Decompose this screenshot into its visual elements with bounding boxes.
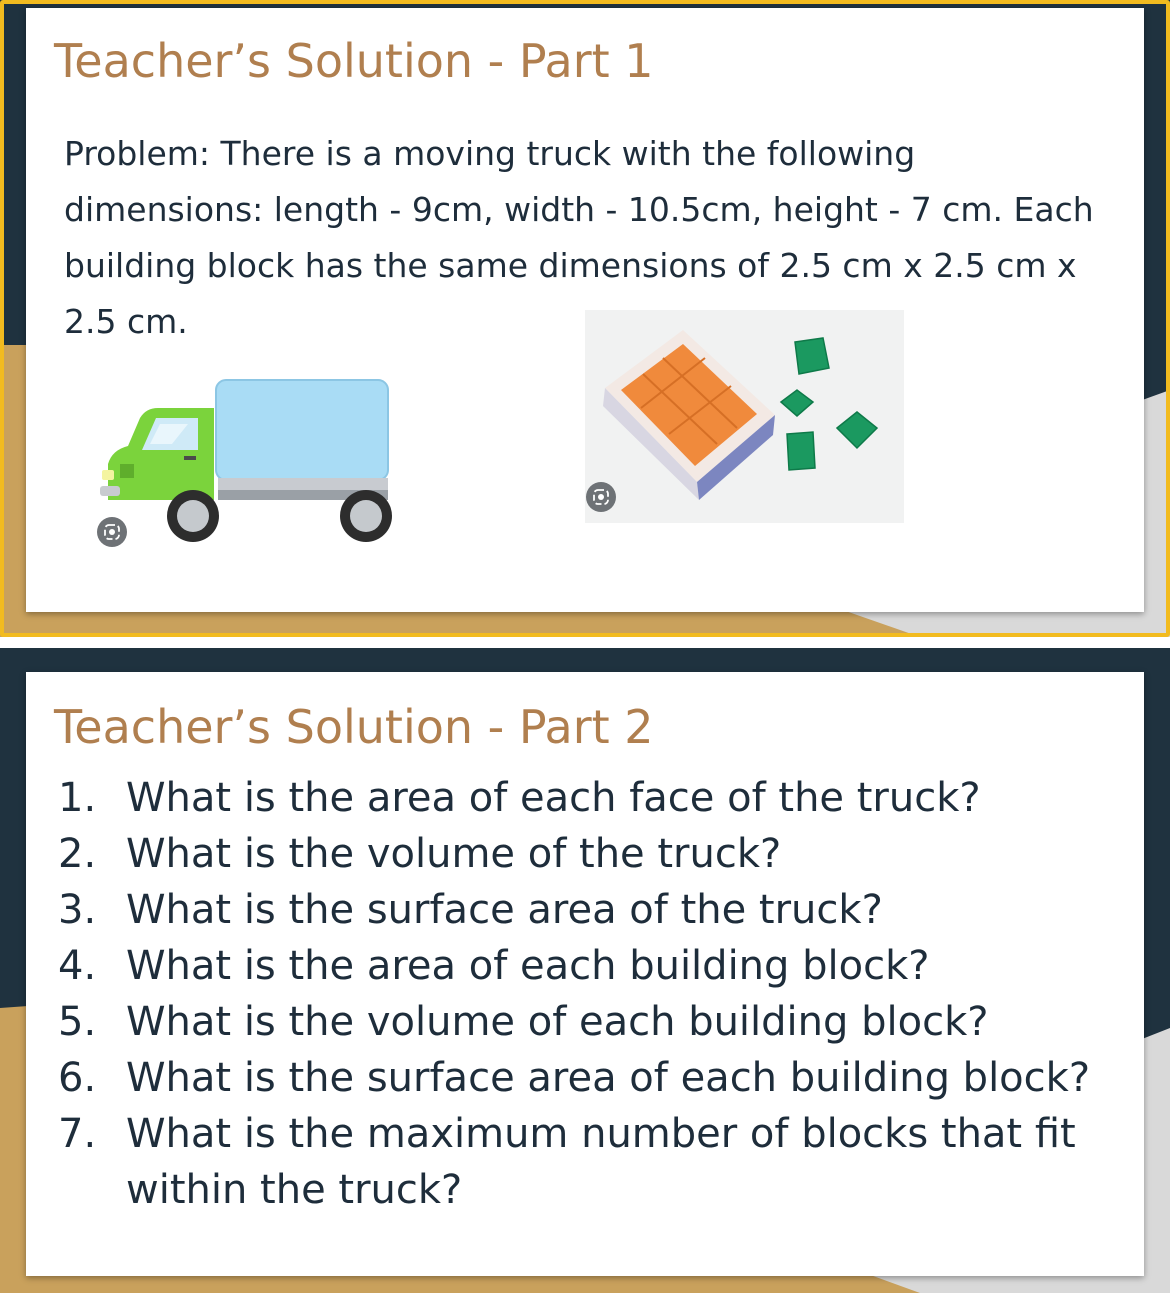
slide-1-thumbnail[interactable]	[0, 0, 1170, 637]
item-number: 1.	[58, 775, 97, 821]
truck-illustration	[98, 378, 418, 548]
blocks-photo-drawing	[585, 310, 904, 523]
item-text: What is the area of each building block?	[126, 943, 930, 989]
item-text: What is the surface area of the truck?	[126, 887, 883, 933]
lens-icon[interactable]	[97, 517, 127, 547]
item-number: 6.	[58, 1055, 97, 1101]
slide-card	[26, 8, 1144, 612]
lens-icon[interactable]	[586, 482, 616, 512]
question-list	[58, 770, 1118, 1218]
lens-icon-glyph	[592, 488, 610, 506]
item-number: 7.	[58, 1111, 97, 1157]
slide-card	[26, 672, 1144, 1276]
slide-title: Teacher’s Solution - Part 2	[54, 700, 654, 754]
item-text: What is the volume of the truck?	[126, 831, 782, 877]
list-item	[58, 994, 1118, 1050]
item-number: 2.	[58, 831, 97, 877]
item-text: What is the area of each face of the truck?	[126, 775, 981, 821]
lens-icon-glyph	[103, 523, 121, 541]
list-item	[58, 770, 1118, 826]
list-item	[58, 826, 1118, 882]
list-item	[58, 1106, 1118, 1218]
item-number: 4.	[58, 943, 97, 989]
item-text: What is the volume of each building block?	[126, 999, 989, 1045]
slide-title: Teacher’s Solution - Part 1	[54, 34, 654, 88]
blocks-in-box-photo	[585, 310, 904, 523]
list-item	[58, 938, 1118, 994]
list-item	[58, 882, 1118, 938]
item-number: 3.	[58, 887, 97, 933]
item-text: What is the surface area of each building block?	[126, 1055, 1091, 1101]
item-number: 5.	[58, 999, 97, 1045]
problem-statement: Problem: There is a moving truck with the following dimensions: length - 9cm, width - 10.5cm, height - 7 cm. Each building block has the same dimensions of 2.5 cm x 2.5 cm x 2.5 cm.	[64, 134, 1094, 341]
item-text: What is the maximum number of blocks that fit within the truck?	[126, 1111, 1076, 1213]
slide-2-thumbnail[interactable]	[0, 648, 1170, 1293]
list-item	[58, 1050, 1118, 1106]
